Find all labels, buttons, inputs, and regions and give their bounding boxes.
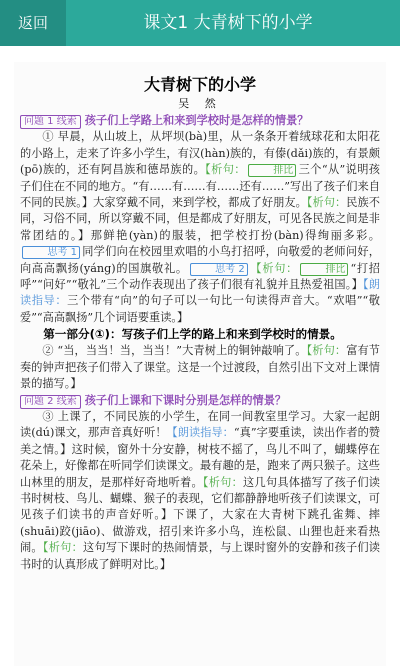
- article-title: 大青树下的小学: [143, 75, 256, 94]
- question-tag: 问题 2 线索: [20, 395, 81, 409]
- reading-guide-label: 【朗读指导：: [20, 278, 380, 308]
- annotation-text: “打招呼”“问好”“敬礼”三个动作表现出了孩子们很有礼貌并且热爱祖国。】: [20, 261, 380, 292]
- annotation-text: 富有节奏的钟声把孩子们带入了课堂。这是一个过渡段，自然引出下文对上课情景的描写。】: [20, 344, 380, 391]
- question-1: [20, 113, 380, 129]
- paragraph-text: ② “当，当当！当，当当！”大青树上的铜钟敲响了。: [42, 344, 307, 358]
- think-tag: 思考 1: [22, 246, 80, 259]
- paragraph-text: 同学们向在校园里欢唱的小鸟打招呼，向敬爱的老师问好，向高高飘扬(yáng)的国旗敬礼。: [20, 245, 380, 275]
- section-summary: 第一部分(①)：写孩子们上学的路上和来到学校时的情景。: [43, 327, 342, 342]
- annotation-tag: 排比: [248, 164, 296, 177]
- annotation-text: 这句写下课时的热闹情景，与上课时窗外的安静和孩子们读书时的认真形成了鲜明对比。】: [20, 541, 380, 571]
- annotation-text: 民族不同，习俗不同，所以穿戴不同，但是都成了好朋友，可见各民族之间是非常团结的。】: [20, 196, 380, 242]
- annotation-tag: 排比: [300, 263, 348, 276]
- annotation-label: 【析句：: [306, 196, 347, 210]
- annotation-label: 【析句：: [42, 541, 84, 555]
- think-tag: 思考 2: [190, 263, 248, 276]
- question-text: 孩子们上课和下课时分别是怎样的情景？: [84, 393, 287, 407]
- textbook-page[interactable]: [14, 62, 386, 666]
- annotation-text: 三个“从”说明孩子们住在不同的地方。“有……有……有……还有……”写出了孩子们来自不同的民族。】: [20, 163, 380, 210]
- question-tag: 问题 1 线索: [20, 115, 81, 129]
- question-2: [20, 393, 380, 409]
- paragraph-1: [20, 129, 380, 326]
- article-content: [14, 62, 386, 573]
- annotation-label: 【析句：: [202, 475, 244, 489]
- paragraph-3: [20, 409, 380, 573]
- paragraph-2: [20, 343, 380, 392]
- top-bar: [0, 0, 400, 46]
- reading-guide-label: 【朗读指导：: [166, 426, 234, 440]
- back-button[interactable]: 返回: [0, 0, 66, 46]
- reading-guide-text: 三个带有“向”的句子可以一句比一句读得声音大。“欢唱”“敬爱”“高高飘扬”几个词语要重读。】: [20, 294, 380, 324]
- question-text: 孩子们上学路上和来到学校时是怎样的情景？: [84, 114, 309, 127]
- paragraph-text: 那鲜艳(yàn)的服装，把学校打扮(bàn)得绚丽多彩。: [90, 228, 380, 242]
- reading-guide-text: “真”字要重读，读出作者的赞美之情。】: [20, 426, 380, 456]
- paragraph-text: 这时候，窗外十分安静，树枝不摇了，鸟儿不叫了，蝴蝶停在花朵上，好像都在听同学们读课文。最有趣的是，跑来了两只猴子。这些山林里的朋友，是那样好奇地听着。: [20, 442, 380, 489]
- annotation-label: 【析句：: [306, 344, 347, 358]
- annotation-label: 【析句：: [249, 261, 299, 275]
- annotation-label: 【析句：: [205, 163, 246, 177]
- annotation-text: 这几句具体描写了孩子们读书时树枝、鸟儿、蝴蝶、猴子的表现，它们都静静地听孩子们读课文，可见孩子们读书的声音好听。】: [20, 475, 380, 522]
- paragraph-text: 下课了，大家在大青树下跳孔雀舞、摔(shuāi)跤(jiāo)、做游戏，招引来许多小鸟，连松鼠、山狸也赶来看热闹。: [20, 508, 380, 555]
- page-title: 课文1 大青树下的小学: [143, 13, 313, 33]
- paragraph-text: ③ 上课了，不同民族的小学生，在同一间教室里学习。大家一起朗读(dú)课文，那声音真好听！: [20, 409, 380, 440]
- article-author: 吴 然: [178, 97, 222, 110]
- paragraph-text: ① 早晨，从山坡上，从坪坝(bà)里，从一条条开着绒球花和太阳花的小路上，走来了许多小学生，有汉(hàn)族的，有傣(dǎi)族的，有景颇(pō)族的，还有阿昌族和德昂族的。: [20, 130, 380, 177]
- paragraph-text: 大家穿戴不同，来到学校，都成了好朋友。: [93, 196, 307, 210]
